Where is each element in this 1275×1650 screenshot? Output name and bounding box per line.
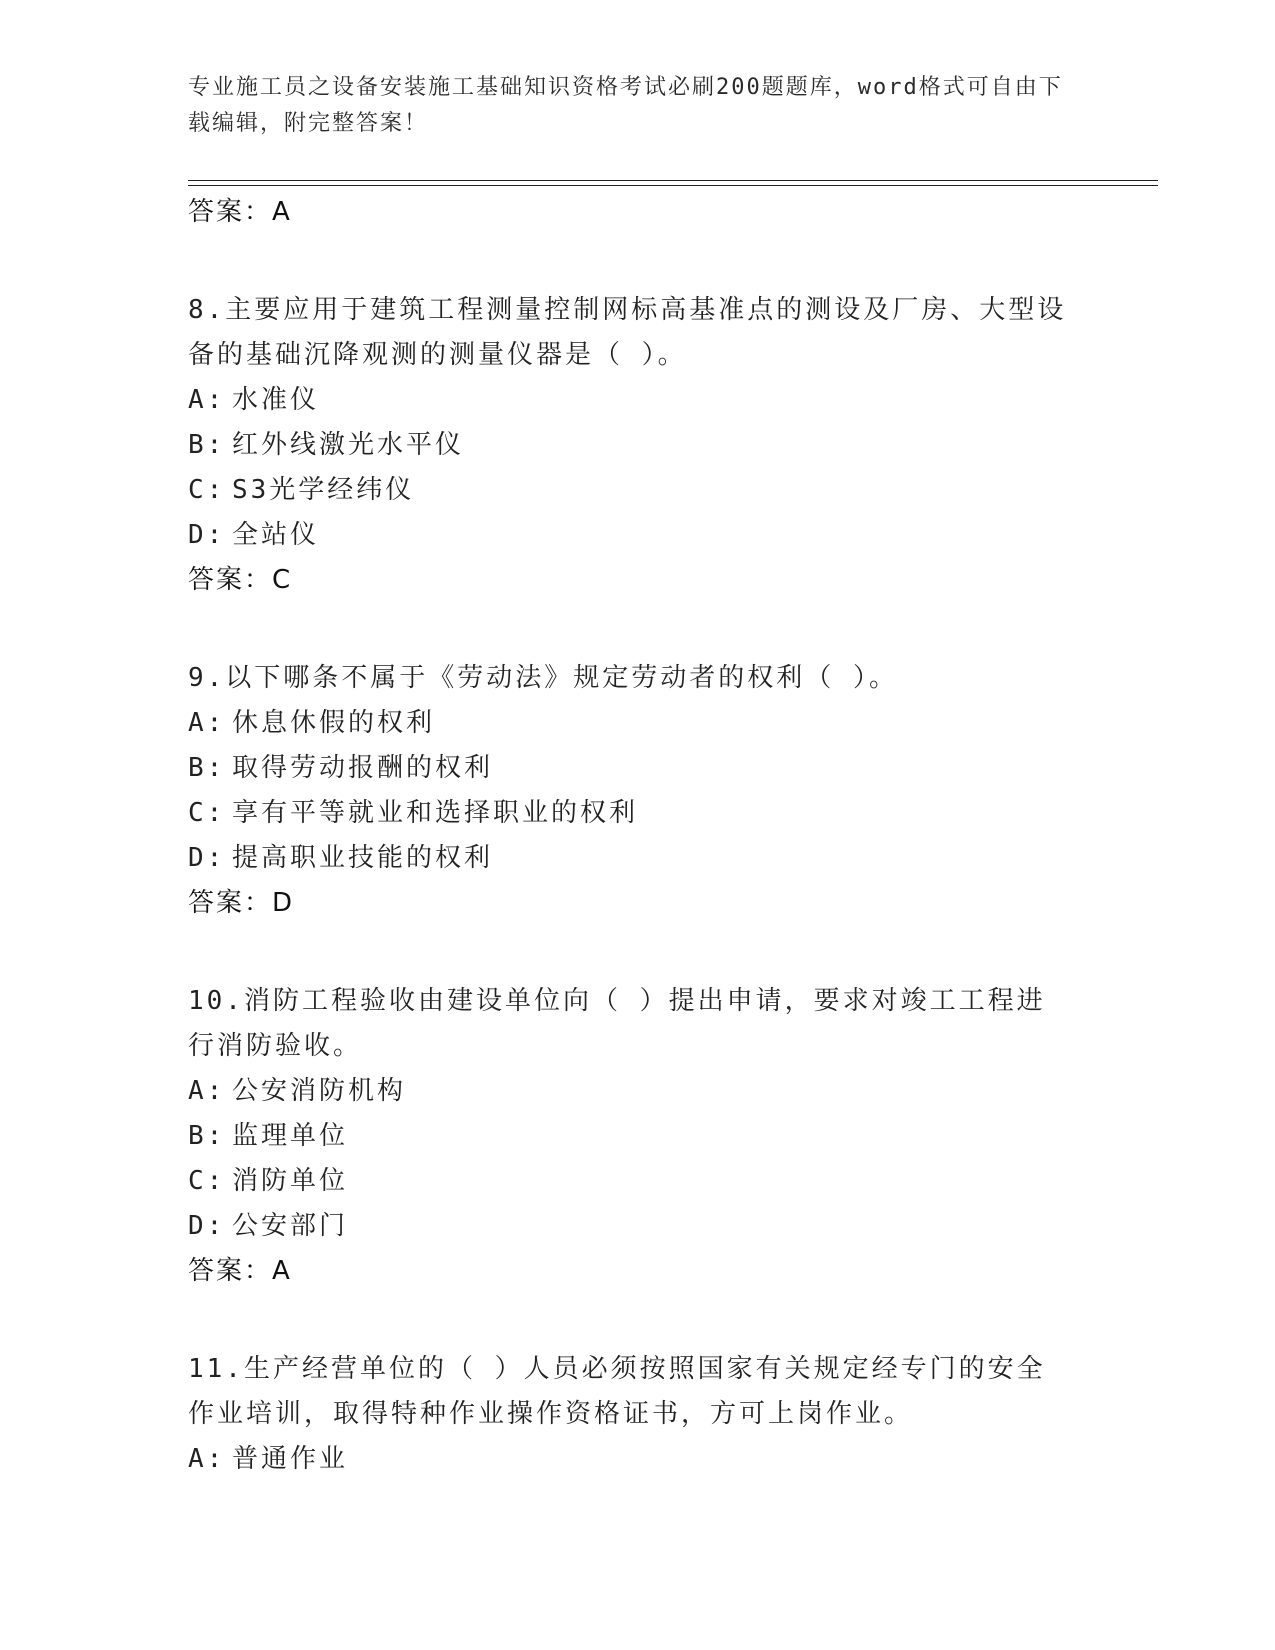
- option-a: [188, 1437, 1068, 1482]
- option-c: [188, 1159, 1068, 1204]
- option-letter: B:: [188, 1121, 226, 1151]
- option-text: 公安消防机构: [232, 1076, 407, 1106]
- option-text: 公安部门: [232, 1211, 349, 1241]
- option-c: [188, 468, 1068, 513]
- option-a: [188, 701, 1068, 746]
- option-letter: A:: [188, 1444, 226, 1474]
- option-letter: C:: [188, 1166, 226, 1196]
- option-letter: D:: [188, 1211, 226, 1241]
- option-b: [188, 1114, 1068, 1159]
- answer-line: 答案：D: [188, 888, 295, 918]
- option-c: [188, 791, 1068, 836]
- question-9: [188, 656, 1068, 925]
- option-letter: C:: [188, 475, 226, 505]
- question-stem: 9.以下哪条不属于《劳动法》规定劳动者的权利（ ）。: [188, 663, 898, 693]
- option-letter: D:: [188, 520, 226, 550]
- header-rule-top: [188, 180, 1158, 181]
- option-letter: A:: [188, 708, 226, 738]
- question-stem: 11.生产经营单位的（ ）人员必须按照国家有关规定经专门的安全作业培训，取得特种作业操作资格证书，方可上岗作业。: [188, 1354, 1046, 1429]
- option-text: 取得劳动报酬的权利: [232, 753, 494, 783]
- option-text: 提高职业技能的权利: [232, 843, 494, 873]
- option-letter: C:: [188, 798, 226, 828]
- question-11: [188, 1347, 1068, 1482]
- question-8: [188, 288, 1068, 602]
- option-text: 消防单位: [232, 1166, 349, 1196]
- option-text: 水准仪: [232, 385, 320, 415]
- option-b: [188, 423, 1068, 468]
- answer-line: 答案：A: [188, 1256, 292, 1286]
- option-d: [188, 836, 1068, 881]
- option-letter: B:: [188, 753, 226, 783]
- option-text: 红外线激光水平仪: [232, 430, 465, 460]
- answer-line: 答案：C: [188, 565, 293, 595]
- option-b: [188, 746, 1068, 791]
- answer-line: 答案：A: [188, 197, 292, 227]
- question-stem: 8.主要应用于建筑工程测量控制网标高基准点的测设及厂房、大型设备的基础沉降观测的测量仪器是（ ）。: [188, 295, 1067, 370]
- option-text: 监理单位: [232, 1121, 349, 1151]
- option-text: S3光学经纬仪: [232, 475, 415, 505]
- document-body: [188, 190, 1068, 1482]
- header-rule-bottom: [188, 185, 1158, 186]
- document-header: 专业施工员之设备安装施工基础知识资格考试必刷200题题库，word格式可自由下载编辑，附完整答案！: [188, 75, 1063, 136]
- option-a: [188, 378, 1068, 423]
- option-a: [188, 1069, 1068, 1114]
- option-text: 休息休假的权利: [232, 708, 436, 738]
- option-letter: B:: [188, 430, 226, 460]
- option-letter: D:: [188, 843, 226, 873]
- option-text: 享有平等就业和选择职业的权利: [232, 798, 639, 828]
- option-letter: A:: [188, 385, 226, 415]
- question-stem: 10.消防工程验收由建设单位向（ ）提出申请，要求对竣工工程进行消防验收。: [188, 986, 1046, 1061]
- option-d: [188, 513, 1068, 558]
- option-d: [188, 1204, 1068, 1249]
- question-10: [188, 979, 1068, 1293]
- option-text: 全站仪: [232, 520, 320, 550]
- option-text: 普通作业: [232, 1444, 349, 1474]
- option-letter: A:: [188, 1076, 226, 1106]
